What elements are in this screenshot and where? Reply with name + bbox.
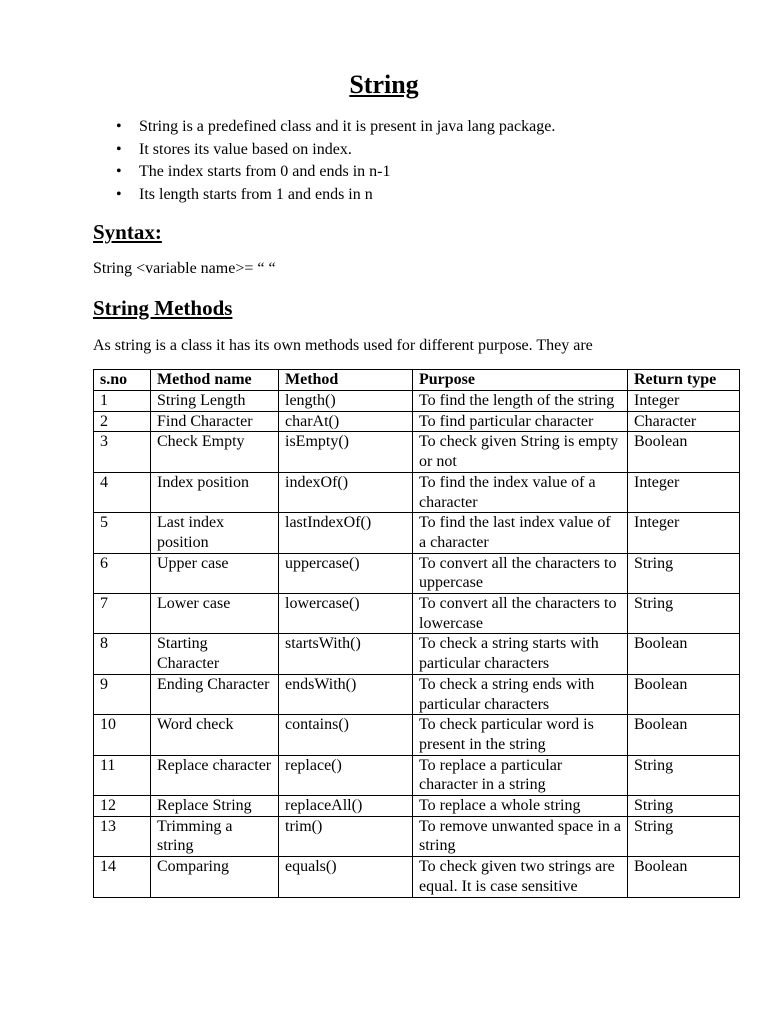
cell-method: uppercase(): [279, 553, 413, 593]
cell-purpose: To check given String is empty or not: [413, 432, 628, 472]
cell-purpose: To find particular character: [413, 411, 628, 432]
table-row: [94, 674, 740, 714]
cell-method: lowercase(): [279, 594, 413, 634]
cell-method: lastIndexOf(): [279, 513, 413, 553]
syntax-heading: Syntax:: [93, 220, 162, 244]
table-row: [94, 432, 740, 472]
cell-method: contains(): [279, 715, 413, 755]
bullet-item: • The index starts from 0 and ends in n-1: [93, 161, 555, 184]
string-methods-heading: String Methods: [93, 296, 233, 320]
table-row: [94, 472, 740, 512]
cell-purpose: To convert all the characters to uppercase: [413, 553, 628, 593]
cell-purpose: To check a string ends with particular characters: [413, 674, 628, 714]
column-header-method-name: Method name: [151, 370, 279, 391]
cell-purpose: To check particular word is present in the string: [413, 715, 628, 755]
cell-return-type: String: [628, 594, 740, 634]
cell-method: replaceAll(): [279, 796, 413, 817]
cell-sno: 7: [94, 594, 151, 634]
table-row: [94, 796, 740, 817]
column-header-purpose: Purpose: [413, 370, 628, 391]
cell-purpose: To replace a whole string: [413, 796, 628, 817]
bullet-item: • Its length starts from 1 and ends in n: [93, 184, 555, 207]
cell-method-name: String Length: [151, 391, 279, 412]
table-row: [94, 553, 740, 593]
cell-sno: 9: [94, 674, 151, 714]
cell-method: indexOf(): [279, 472, 413, 512]
cell-purpose: To find the length of the string: [413, 391, 628, 412]
cell-method-name: Replace String: [151, 796, 279, 817]
cell-return-type: Integer: [628, 472, 740, 512]
string-methods-table: [93, 369, 740, 898]
cell-return-type: Integer: [628, 391, 740, 412]
bullet-icon: •: [116, 118, 122, 135]
cell-method-name: Word check: [151, 715, 279, 755]
cell-return-type: Boolean: [628, 634, 740, 674]
cell-purpose: To find the index value of a character: [413, 472, 628, 512]
cell-method: equals(): [279, 857, 413, 897]
cell-method-name: Replace character: [151, 755, 279, 795]
cell-method-name: Trimming a string: [151, 816, 279, 856]
cell-method: charAt(): [279, 411, 413, 432]
cell-sno: 2: [94, 411, 151, 432]
cell-return-type: Boolean: [628, 857, 740, 897]
cell-return-type: String: [628, 816, 740, 856]
table-row: [94, 513, 740, 553]
cell-return-type: Boolean: [628, 715, 740, 755]
table-row: [94, 634, 740, 674]
bullet-item: • String is a predefined class and it is present in java lang package.: [93, 116, 555, 139]
cell-method-name: Index position: [151, 472, 279, 512]
column-header-sno: s.no: [94, 370, 151, 391]
table-row: [94, 391, 740, 412]
cell-sno: 5: [94, 513, 151, 553]
cell-sno: 4: [94, 472, 151, 512]
cell-return-type: Character: [628, 411, 740, 432]
cell-method-name: Last index position: [151, 513, 279, 553]
table-row: [94, 715, 740, 755]
cell-method-name: Find Character: [151, 411, 279, 432]
cell-method-name: Check Empty: [151, 432, 279, 472]
methods-intro-text: As string is a class it has its own methods used for different purpose. They are: [93, 337, 593, 354]
cell-purpose: To remove unwanted space in a string: [413, 816, 628, 856]
cell-method-name: Comparing: [151, 857, 279, 897]
cell-purpose: To convert all the characters to lowercase: [413, 594, 628, 634]
bullet-item: • It stores its value based on index.: [93, 139, 555, 162]
cell-method: replace(): [279, 755, 413, 795]
cell-sno: 6: [94, 553, 151, 593]
bullet-icon: •: [116, 163, 122, 180]
cell-method: length(): [279, 391, 413, 412]
column-header-return-type: Return type: [628, 370, 740, 391]
cell-return-type: Boolean: [628, 674, 740, 714]
cell-purpose: To find the last index value of a character: [413, 513, 628, 553]
table-header-row: [94, 370, 740, 391]
cell-method-name: Ending Character: [151, 674, 279, 714]
cell-return-type: Integer: [628, 513, 740, 553]
cell-sno: 10: [94, 715, 151, 755]
column-header-method: Method: [279, 370, 413, 391]
intro-bullet-list: [93, 116, 555, 206]
bullet-icon: •: [116, 140, 122, 158]
cell-sno: 8: [94, 634, 151, 674]
cell-method-name: Upper case: [151, 553, 279, 593]
cell-method-name: Lower case: [151, 594, 279, 634]
cell-purpose: To check a string starts with particular characters: [413, 634, 628, 674]
cell-sno: 12: [94, 796, 151, 817]
bullet-icon: •: [116, 185, 122, 203]
table-row: [94, 594, 740, 634]
cell-sno: 3: [94, 432, 151, 472]
cell-return-type: String: [628, 755, 740, 795]
cell-purpose: To check given two strings are equal. It is case sensitive: [413, 857, 628, 897]
table-row: [94, 857, 740, 897]
cell-method: trim(): [279, 816, 413, 856]
syntax-text: String <variable name>= “ “: [93, 260, 276, 277]
table-row: [94, 755, 740, 795]
cell-sno: 13: [94, 816, 151, 856]
cell-sno: 1: [94, 391, 151, 412]
cell-method: endsWith(): [279, 674, 413, 714]
page-title: String: [349, 70, 419, 99]
table-row: [94, 411, 740, 432]
cell-method: isEmpty(): [279, 432, 413, 472]
cell-purpose: To replace a particular character in a string: [413, 755, 628, 795]
cell-method: startsWith(): [279, 634, 413, 674]
cell-return-type: String: [628, 553, 740, 593]
cell-return-type: String: [628, 796, 740, 817]
cell-return-type: Boolean: [628, 432, 740, 472]
cell-sno: 14: [94, 857, 151, 897]
table-row: [94, 816, 740, 856]
cell-sno: 11: [94, 755, 151, 795]
cell-method-name: Starting Character: [151, 634, 279, 674]
